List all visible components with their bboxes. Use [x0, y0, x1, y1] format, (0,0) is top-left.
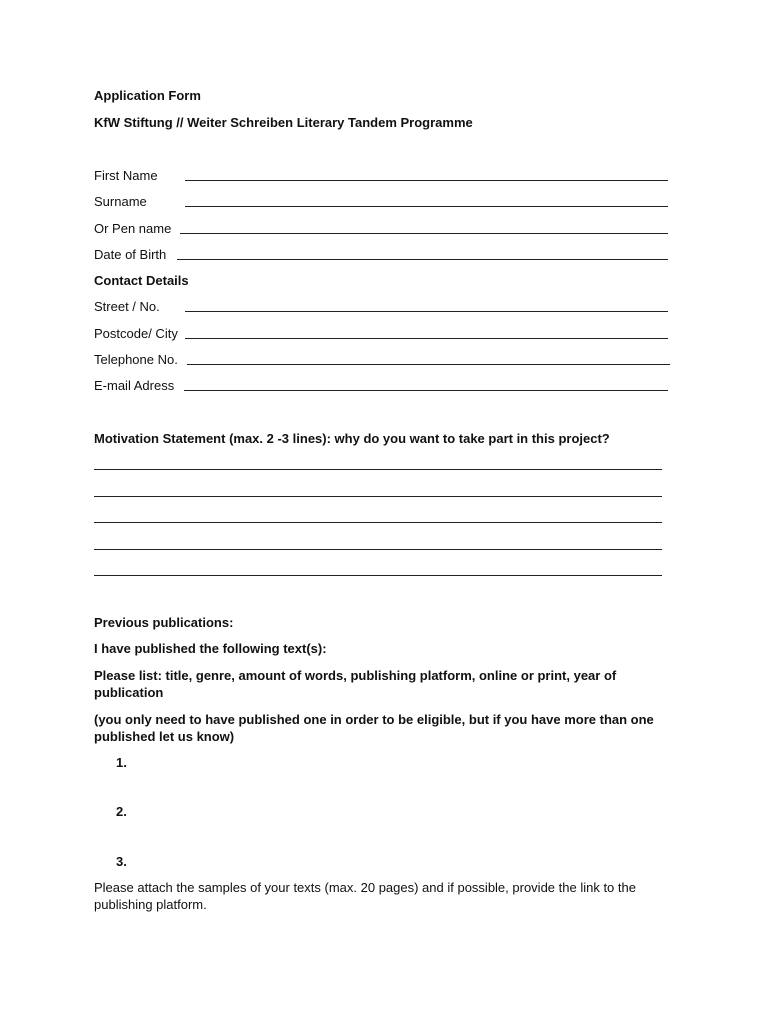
motivation-line[interactable] [94, 575, 662, 576]
postcode-label: Postcode/ City [94, 326, 178, 341]
form-subtitle: KfW Stiftung // Weiter Schreiben Literary Tandem Programme [94, 115, 473, 130]
motivation-line[interactable] [94, 469, 662, 470]
surname-label: Surname [94, 194, 147, 209]
postcode-field[interactable] [185, 338, 668, 339]
please-list-instruction: Please list: title, genre, amount of words, publishing platform, online or print, year of publication [94, 668, 617, 700]
telephone-label: Telephone No. [94, 352, 178, 367]
form-title: Application Form [94, 88, 201, 103]
street-field[interactable] [185, 311, 668, 312]
pen-name-label: Or Pen name [94, 221, 172, 236]
pen-name-field[interactable] [180, 233, 668, 234]
first-name-label: First Name [94, 168, 158, 183]
publication-item-number: 2. [116, 804, 127, 819]
contact-heading: Contact Details [94, 273, 189, 288]
motivation-line[interactable] [94, 522, 662, 523]
email-label: E-mail Adress [94, 378, 175, 393]
surname-field[interactable] [185, 206, 668, 207]
attach-instruction: Please attach the samples of your texts (max. 20 pages) and if possible, provide the link to the publishing platform. [94, 880, 636, 912]
motivation-line[interactable] [94, 496, 662, 497]
published-following: I have published the following text(s): [94, 641, 327, 656]
dob-field[interactable] [177, 259, 668, 260]
motivation-heading: Motivation Statement (max. 2 -3 lines): why do you want to take part in this project? [94, 431, 610, 446]
first-name-field[interactable] [185, 180, 668, 181]
street-label: Street / No. [94, 299, 160, 314]
publication-item-number: 1. [116, 755, 127, 770]
eligibility-note: (you only need to have published one in order to be eligible, but if you have more than one published let us know) [94, 712, 654, 744]
publications-heading: Previous publications: [94, 615, 234, 630]
motivation-line[interactable] [94, 549, 662, 550]
email-field[interactable] [184, 390, 668, 391]
telephone-field[interactable] [187, 364, 670, 365]
publication-item-number: 3. [116, 854, 127, 869]
dob-label: Date of Birth [94, 247, 167, 262]
